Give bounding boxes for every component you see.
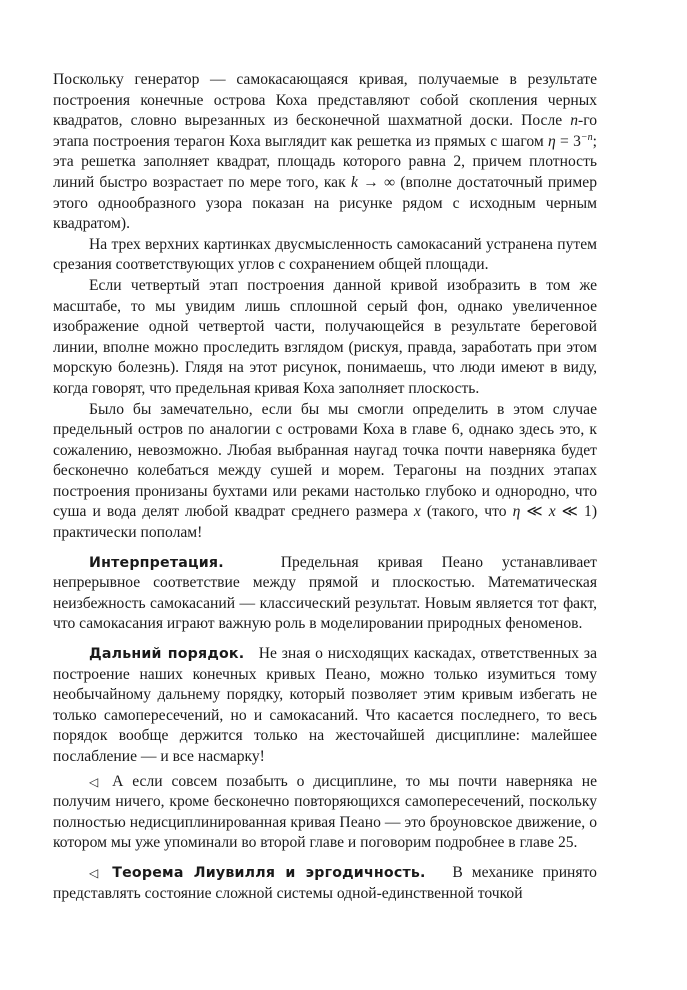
text-span: ) практически пополам! <box>53 503 598 542</box>
triangle-marker-icon: ◁ <box>89 865 104 880</box>
paragraph-koch-islands <box>53 70 597 235</box>
text-span: Было бы замечательно, если бы мы смогли определить в этом случае предельный остров по аналогии с островами Коха в главе 6, однако здесь это, к сожалению, невозможно. Любая выбранная наугад точка почти наверняка будет бесконечно колебаться между сушей и морем. Терагоны на поздних этапах построения пронизаны бухтами или реками настолько глубоко и однородно, что суша и вода делят любой квадрат среднего размера <box>53 400 597 521</box>
text-span: (такого, что <box>420 503 513 521</box>
text-span: -го этапа построения терагон Коха выглядит как решетка из прямых с шагом <box>53 112 597 150</box>
math-exponent: −n <box>580 131 593 143</box>
math-eta: η <box>512 503 521 521</box>
triangle-marker-icon: ◁ <box>89 774 104 789</box>
text-span: В механике принято представлять состояние сложной системы одной-единственной точкой <box>53 863 597 902</box>
math-eta: η <box>548 132 556 150</box>
paragraph-discipline <box>53 772 597 854</box>
section-heading-long-range-order: Дальний порядок. <box>89 646 245 663</box>
math-ll: ≪ 1 <box>555 503 592 521</box>
text-span: Поскольку генератор — самокасающаяся кривая, получаемые в результате построения конечные острова Коха представляют собой скопления черных квадратов, словно вырезанных из бесконечной шахматной доски. После <box>53 71 597 130</box>
math-ll: ≪ <box>520 503 549 521</box>
text-span: А если совсем позабыть о дисциплине, то мы почти наверняка не получим ничего, кроме бесконечно повторяющихся самопересечений, поскольку полностью недисциплинированная кривая Пеано — это броуновское движение, о котором мы уже упоминали во второй главе и поговорим подробнее в главе 25. <box>53 772 597 852</box>
math-n: n <box>570 112 578 130</box>
paragraph-long-range-order <box>53 644 597 768</box>
section-heading-interpretation: Интерпретация. <box>89 554 224 571</box>
text-span: Не зная о нисходящих каскадах, ответственных за построение наших конечных кривых Пеано, можно только изумиться тому необычайному дальнему порядку, который позволяет этим кривым избегать не только самопересечений, но и самокасаний. Что касается последнего, то весь порядок вообще держится только на жесточайшей дисциплине: малейшее послабление — и все насмарку! <box>53 645 597 765</box>
paragraph-interpretation <box>53 553 597 635</box>
math-eq: = 3 <box>555 132 581 150</box>
math-arrow: → ∞ <box>357 173 396 191</box>
paragraph-three-pictures: На трех верхних картинках двусмысленность самокасаний устранена путем срезания соответствующих углов с сохранением общей площади. <box>53 235 597 274</box>
text-span: Предельная кривая Пеано устанавливает непрерывное соответствие между прямой и плоскостью. Математическая неизбежность самокасаний — классический результат. Новым является тот факт, что самокасания играют важную роль в моделировании природных феноменов. <box>53 553 597 633</box>
section-heading-liouville: Теорема Лиувилля и эргодичность. <box>112 864 426 881</box>
paragraph-limit-island <box>53 400 597 544</box>
paragraph-liouville <box>53 863 597 904</box>
text-span: (вполне достаточный пример этого однообразного узора показан на рисунке рядом с исходным черным квадратом). <box>53 173 597 233</box>
paragraph-fourth-stage: Если четвертый этап построения данной кривой изобразить в том же масштабе, то мы увидим лишь сплошной серый фон, однако увеличенное изображение одной четвертой части, получающейся в результате береговой линии, вполне можно проследить взглядом (рискуя, правда, заработать при этом морскую болезнь). Глядя на этот рисунок, понимаешь, что люди имеют в виду, когда говорят, что предельная кривая Коха заполняет плоскость. <box>53 276 597 397</box>
math-k: k <box>350 173 358 191</box>
math-x: x <box>413 503 421 521</box>
math-x: x <box>548 503 556 521</box>
text-span: ; эта решетка заполняет квадрат, площадь которого равна 2, причем плотность линий быстро возрастает по мере того, как <box>53 132 597 191</box>
